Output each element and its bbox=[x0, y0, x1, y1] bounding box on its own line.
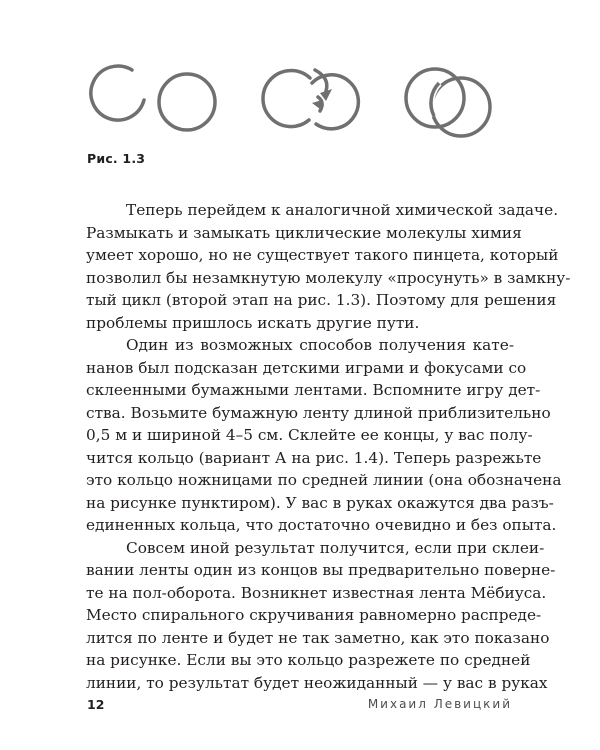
text-line: линии, то результат будет неожиданный — у вас в руках bbox=[86, 673, 548, 692]
figure-1-3 bbox=[84, 58, 524, 144]
text-line: единенных кольца, что достаточно очевидно и без опыта. bbox=[86, 516, 557, 534]
text-line: ства. Возьмите бумажную ленту длиной приблизительно bbox=[86, 403, 551, 422]
catenane-illustration bbox=[84, 58, 524, 144]
text-line: нанов был подсказан детскими играми и фокусами со bbox=[86, 358, 527, 377]
text-line: 0,5 м и шириной 4–5 см. Склейте ее концы, у вас полу- bbox=[86, 426, 533, 444]
threading-ring bbox=[263, 71, 310, 127]
text-line: на рисунке. Если вы это кольцо разрежете по средней bbox=[86, 651, 531, 669]
closed-ring bbox=[159, 74, 215, 130]
text-line: умеет хорошо, но не существует такого пинцета, который bbox=[86, 246, 559, 264]
text-line: Место спирального скручивания равномерно распреде- bbox=[86, 606, 542, 624]
text-line: проблемы пришлось искать другие пути. bbox=[86, 313, 420, 332]
text-line: Теперь перейдем к аналогичной химической задаче. bbox=[126, 201, 559, 219]
figure-caption: Рис. 1.3 bbox=[87, 151, 146, 166]
text-line: лится по ленте и будет не так заметно, как это показано bbox=[86, 628, 550, 647]
running-footer-author: Михаил Левицкий bbox=[367, 697, 512, 711]
text-line: те на пол-оборота. Возникнет известная лента Мёбиуса. bbox=[86, 583, 547, 602]
text-line: чится кольцо (вариант А на рис. 1.4). Теперь разрежьте bbox=[86, 448, 542, 467]
text-line: позволил бы незамкнутую молекулу «просунуть» в замкну- bbox=[86, 268, 571, 287]
text-line: это кольцо ножницами по средней линии (она обозначена bbox=[86, 471, 562, 489]
text-line: склеенными бумажными лентами. Вспомните игру дет- bbox=[86, 381, 541, 399]
text-line: на рисунке пунктиром). У вас в руках окажутся два разъ- bbox=[86, 493, 554, 512]
text-line: тый цикл (второй этап на рис. 1.3). Поэтому для решения bbox=[86, 291, 557, 309]
body-text bbox=[86, 199, 571, 694]
text-line: Один из возможных способов получения катe- bbox=[126, 336, 514, 354]
page-number: 12 bbox=[87, 697, 105, 712]
text-line: Размыкать и замыкать циклические молекулы химия bbox=[86, 223, 522, 242]
text-line: вании ленты один из концов вы предварительно поверне- bbox=[86, 561, 556, 579]
text-line: Совсем иной результат получится, если при склеи- bbox=[126, 538, 545, 557]
open-ring bbox=[91, 66, 144, 120]
